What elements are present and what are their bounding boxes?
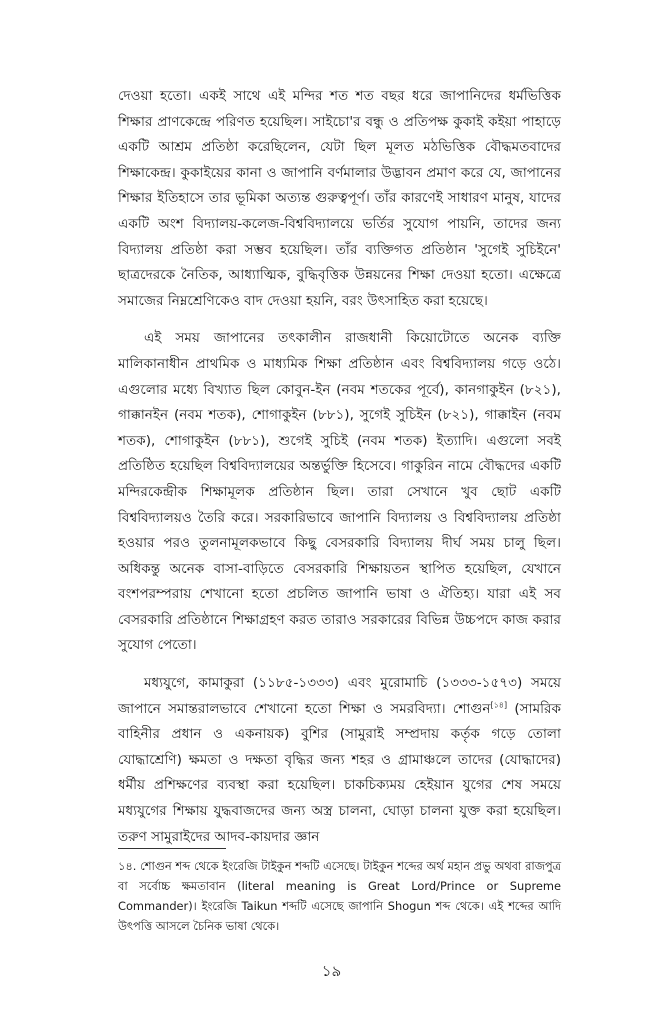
body-text: [118, 84, 561, 862]
paragraph-2: এই সময় জাপানের তৎকালীন রাজধানী কিয়োটোতে অনেক ব্যক্তি মালিকানাধীন প্রাথমিক ও মাধ্যমিক শিক্ষা প্রতিষ্ঠান এবং বিশ্ববিদ্যালয় গড়ে ওঠে। এগুলোর মধ্যে বিখ্যাত ছিল কোবুন-ইন (নবম শতকের পূর্বে), কানগাকুইন (৮২১), গাক্কানইন (নবম শতক), শোগাকুইন (৮৮১), সুগেই সুচিইন (৮২১), গাক্কাইন (নবম শতক), শোগাকুইন (৮৮১), শুগেই সুচিই (নবম শতক) ইত্যাদি। এগুলো সবই প্রতিষ্ঠিত হয়েছিল বিশ্ববিদ্যালয়ের অন্তর্ভুক্তি হিসেবে। গাকুরিন নামে বৌদ্ধদের একটি মন্দিরকেন্দ্রীক শিক্ষামূলক প্রতিষ্ঠান ছিল। তারা সেখানে খুব ছোট একটি বিশ্ববিদ্যালয়ও তৈরি করে। সরকারিভাবে জাপানি বিদ্যালয় ও বিশ্ববিদ্যালয় প্রতিষ্ঠা হওয়ার পরও তুলনামূলকভাবে কিছু বেসরকারি বিদ্যালয় দীর্ঘ সময় চালু ছিল। অধিকন্তু অনেক বাসা-বাড়িতে বেসরকারি শিক্ষায়তন স্থাপিত হয়েছিল, যেখানে বংশপরম্পরায় শেখানো হতো প্রচলিত জাপানি ভাষা ও ঐতিহ্য। যারা এই সব বেসরকারি প্রতিষ্ঠানে শিক্ষাগ্রহণ করত তারাও সরকারের বিভিন্ন উচ্চপদে কাজ করার সুযোগ পেতো।: [118, 330, 561, 654]
page-number: ১৯: [321, 962, 342, 980]
paragraph-3: [118, 671, 561, 850]
footnote: ১৪. শোগুন শব্দ থেকে ইংরেজি টাইকুন শব্দটি এসেছে। টাইকুন শব্দের অর্থ মহান প্রভু অথবা রাজপুত্র বা সর্বোচ্চ ক্ষমতাবান (literal meaning is Great Lord/Prince or Supreme Commander)। ইংরেজি Taikun শব্দটি এসেছে জাপানি Shogun শব্দ থেকে। এই শব্দের আদি উৎপত্তি আসলে চৈনিক ভাষা থেকে।: [118, 859, 561, 933]
paragraph-3-text-before: মধ্যযুগে, কামাকুরা (১১৮৫-১৩৩৩) এবং মুরোমাচি (১৩৩৩-১৫৭৩) সময়ে জাপানে সমান্তরালভাবে শেখানো হতো শিক্ষা ও সমরবিদ্যা। শোগুন: [118, 675, 561, 717]
paragraph-3-text-after: (সামরিক বাহিনীর প্রধান ও একনায়ক) বুশির (সামুরাই সম্প্রদায় কর্তৃক গড়ে তোলা যোদ্ধাশ্রেণি) ক্ষমতা ও দক্ষতা বৃদ্ধির জন্য শহর ও গ্রামাঞ্চলে তাদের (যোদ্ধাদের) ধর্মীয় প্রশিক্ষণের ব্যবস্থা করা হয়েছিল। চাকচিক্যময় হেইয়ান যুগের শেষ সময়ে মধ্যযুগের শিক্ষায় যুদ্ধবাজদের জন্য অস্ত্র চালনা, ঘোড়া চালনা যুক্ত করা হয়েছিল। তরুণ সামুরাইদের আদব-কায়দার জ্ঞান: [118, 700, 561, 845]
footnote-reference: [১৪]: [490, 700, 508, 710]
footnote-divider: [118, 848, 226, 849]
paragraph-1: দেওয়া হতো। একই সাথে এই মন্দির শত শত বছর ধরে জাপানিদের ধর্মভিত্তিক শিক্ষার প্রাণকেন্দ্রে পরিণত হয়েছিল। সাইচো'র বন্ধু ও প্রতিপক্ষ কুকাই কইয়া পাহাড়ে একটি আশ্রম প্রতিষ্ঠা করেছিলেন, যেটা ছিল মূলত মঠভিত্তিক বৌদ্ধমতবাদের শিক্ষাকেন্দ্র। কুকাইয়ের কানা ও জাপানি বর্ণমালার উদ্ভাবন প্রমাণ করে যে, জাপানের শিক্ষার ইতিহাসে তার ভূমিকা অত্যন্ত গুরুত্বপূর্ণ। তাঁর কারণেই সাধারণ মানুষ, যাদের একটি অংশ বিদ্যালয়-কলেজ-বিশ্ববিদ্যালয়ে ভর্তির সুযোগ পায়নি, তাদের জন্য বিদ্যালয় প্রতিষ্ঠা করা সম্ভব হয়েছিল। তাঁর ব্যক্তিগত প্রতিষ্ঠান 'সুগেই সুচিইনে' ছাত্রদেরকে নৈতিক, আধ্যাত্মিক, বুদ্ধিবৃত্তিক উন্নয়নের শিক্ষা দেওয়া হতো। এক্ষেত্রে সমাজের নিম্নশ্রেণিকেও বাদ দেওয়া হয়নি, বরং উৎসাহিত করা হয়েছে।: [118, 88, 561, 309]
